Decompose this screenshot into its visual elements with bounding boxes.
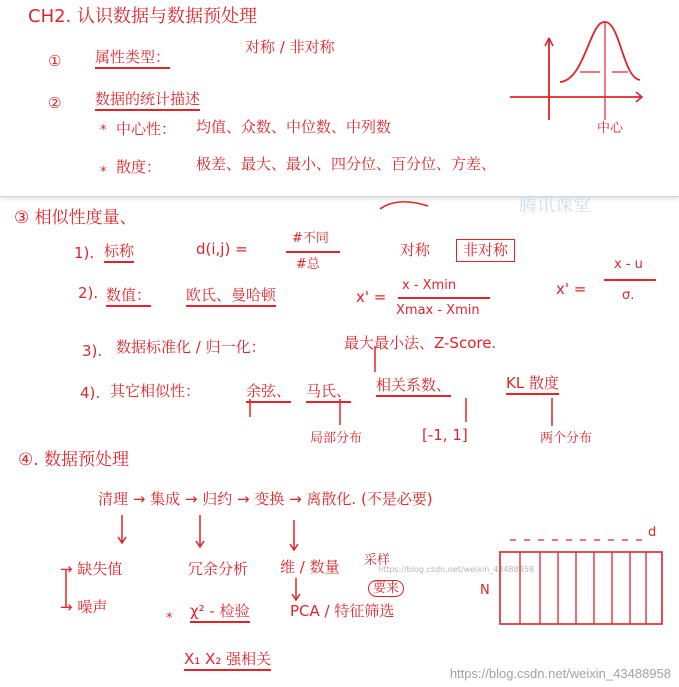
item1-formula: d(i,j) = <box>196 240 248 258</box>
item4-sub2: [-1, 1] <box>422 426 468 444</box>
stat-label: 数据的统计描述 <box>95 92 200 111</box>
reduce-pca: PCA / 特征筛选 <box>290 602 395 620</box>
item2-formula: x' = <box>356 288 387 306</box>
preprocess-flow: 清理 → 集成 → 归约 → 变换 → 离散化. (不是必要) <box>98 490 433 508</box>
item3-methods: 最大最小法、Z-Score. <box>344 334 497 352</box>
tencent-classroom-watermark: 腾讯课堂 <box>519 195 591 216</box>
small-watermark: https://blog.csdn.net/weixin_43488958 <box>378 565 535 574</box>
attr-label: 属性类型： <box>95 50 170 69</box>
item1-frac-bottom: #总 <box>296 257 320 272</box>
item1-frac-top: #不同 <box>292 231 329 246</box>
grid-n-label: N <box>480 583 490 598</box>
central-star: * <box>100 123 107 138</box>
item2-methods: 欧氏、曼哈顿 <box>186 288 276 307</box>
item4-sub1: 局部分布 <box>310 431 363 446</box>
clean-noise: → 噪声 <box>60 598 108 616</box>
spread-label: 散度： <box>116 158 162 176</box>
item4-kl: KL 散度 <box>506 376 559 395</box>
item2-z: x' = <box>556 280 587 298</box>
item4-corr: 相关系数、 <box>376 378 451 397</box>
attr-value: 对称 / 非对称 <box>245 38 335 56</box>
item4-cos: 余弦、 <box>246 384 291 403</box>
central-label: 中心性： <box>116 120 177 138</box>
reduce-dim: 维 / 数量 <box>280 558 340 576</box>
item1-note: 对称 <box>400 241 431 259</box>
item2-frac-top: x - Xmin <box>402 278 457 293</box>
star-mark: * <box>166 611 173 626</box>
spread-value: 极差、最大、最小、四分位、百分位、方差、 <box>196 155 497 173</box>
item3-label: 数据标准化 / 归一化： <box>116 338 266 356</box>
item1-label: 标称 <box>104 244 134 263</box>
reduce-note: 要来 <box>368 580 404 597</box>
reduce-sample: 采样 <box>364 553 391 568</box>
item2-frac-bottom: Xmax - Xmin <box>396 303 480 318</box>
stat-num: ② <box>48 94 62 112</box>
item2-z-bottom: σ. <box>622 288 635 303</box>
clean-missing: → 缺失值 <box>60 560 123 578</box>
grid-d-label: d <box>648 525 657 540</box>
integ-chi2: χ² - 检验 <box>190 604 250 623</box>
item1-box: 非对称 <box>456 239 515 262</box>
spread-star: * <box>100 165 107 180</box>
item1-num: 1). <box>74 244 95 262</box>
preprocess-title: ④. 数据预处理 <box>18 450 130 470</box>
item2-z-top: x - u <box>614 257 643 272</box>
item4-sub3: 两个分布 <box>540 431 593 446</box>
csdn-watermark: https://blog.csdn.net/weixin_43488958 <box>449 666 671 681</box>
plot-label: 中心 <box>597 121 624 136</box>
item4-label: 其它相似性： <box>110 382 201 400</box>
central-value: 均值、众数、中位数、中列数 <box>196 118 392 136</box>
x1x2-correlated: X₁ X₂ 强相关 <box>184 652 271 671</box>
chapter-title: CH2. 认识数据与数据预处理 <box>28 6 257 27</box>
item3-num: 3). <box>82 342 103 360</box>
item4-ou: 马氏、 <box>306 384 351 403</box>
item2-label: 数值： <box>106 288 151 307</box>
attr-num: ① <box>48 52 62 70</box>
similarity-title: ③ 相似性度量、 <box>14 208 137 228</box>
integ-redundancy: 冗余分析 <box>188 560 249 578</box>
item2-num: 2). <box>78 284 99 302</box>
item4-num: 4). <box>80 384 101 402</box>
